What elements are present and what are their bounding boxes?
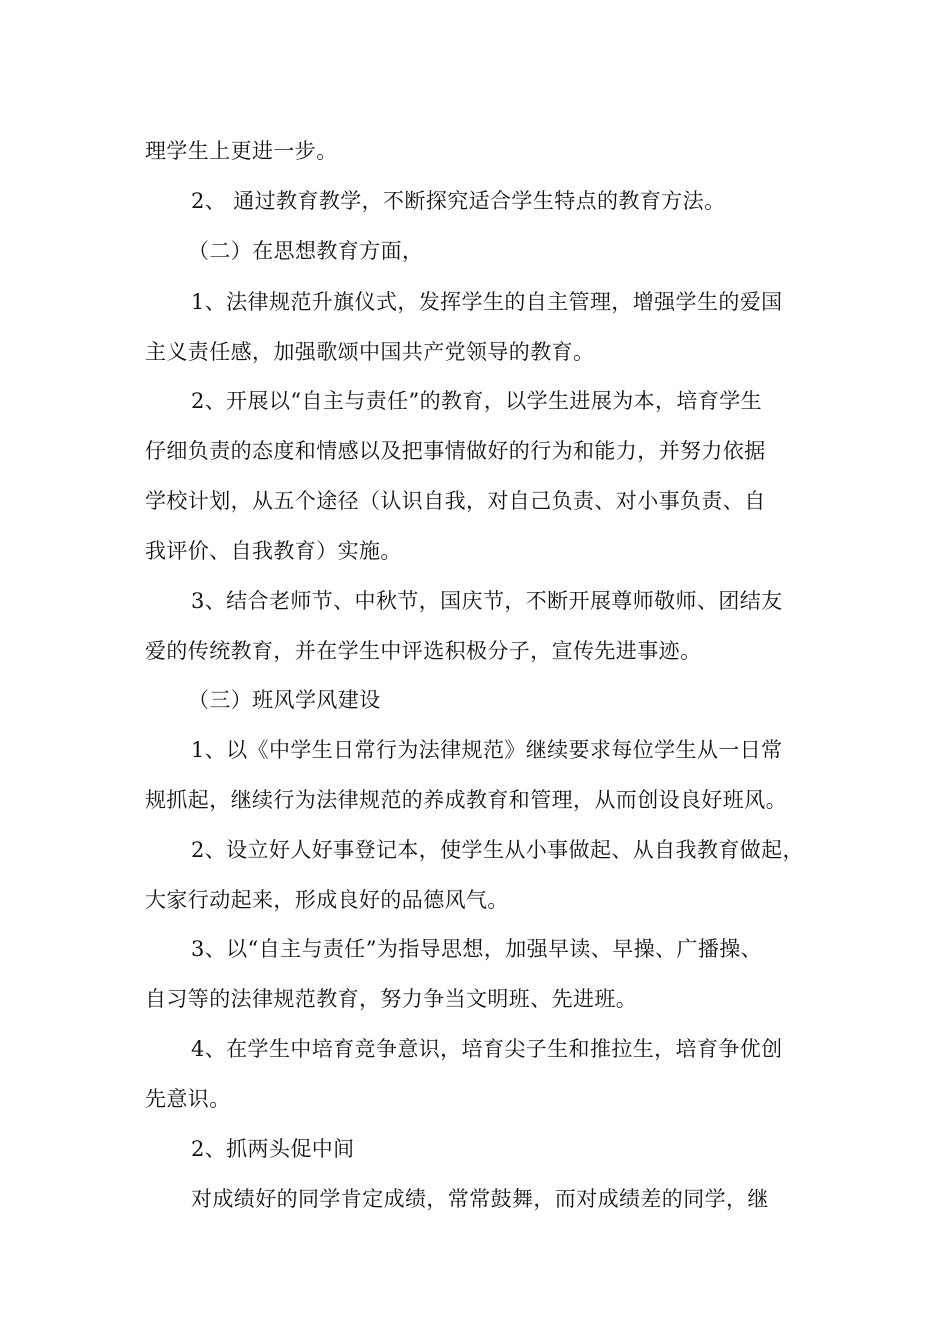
text-line: 3、结合老师节、中秋节，国庆节，不断开展尊师敬师、团结友 — [191, 589, 783, 613]
section-heading: （三）班风学风建设 — [188, 688, 381, 712]
text-line: 规抓起，继续行为法律规范的养成教育和管理，从而创设良好班风。 — [145, 788, 787, 812]
text-line: 主义责任感，加强歌颂中国共产党领导的教育。 — [145, 340, 595, 364]
text-line: 大家行动起来，形成良好的品德风气。 — [145, 888, 509, 912]
text-line: 理学生上更进一步。 — [145, 139, 338, 163]
text-line: 对成绩好的同学肯定成绩，常常鼓舞，而对成绩差的同学，继 — [191, 1187, 769, 1211]
text-line: 3、以“自主与责任”为指导思想，加强早读、早操、广播操、 — [191, 937, 763, 961]
text-line: 2、 通过教育教学，不断探究适合学生特点的教育方法。 — [191, 189, 726, 213]
text-line: 爱的传统教育，并在学生中评选积极分子，宣传先进事迹。 — [145, 639, 702, 663]
text-line: 2、抓两头促中间 — [191, 1137, 355, 1161]
text-line: 我评价、自我教育）实施。 — [145, 539, 402, 563]
text-line: 学校计划，从五个途径（认识自我，对自己负责、对小事负责、自 — [145, 489, 766, 513]
text-line: 2、设立好人好事登记本，使学生从小事做起、从自我教育做起， — [191, 838, 804, 862]
text-line: 4、在学生中培育竞争意识，培育尖子生和推拉生，培育争优创 — [191, 1037, 783, 1061]
text-line: 先意识。 — [145, 1087, 231, 1111]
text-line: 2、开展以“自主与责任”的教育，以学生进展为本，培育学生 — [191, 389, 763, 413]
text-line: 仔细负责的态度和情感以及把事情做好的行为和能力，并努力依据 — [145, 439, 766, 463]
text-line: 自习等的法律规范教育，努力争当文明班、先进班。 — [145, 987, 638, 1011]
text-line: 1、法律规范升旗仪式，发挥学生的自主管理，增强学生的爱国 — [191, 290, 783, 314]
text-line: 1、以《中学生日常行为法律规范》继续要求每位学生从一日常 — [191, 738, 783, 762]
section-heading: （二）在思想教育方面， — [188, 239, 424, 263]
